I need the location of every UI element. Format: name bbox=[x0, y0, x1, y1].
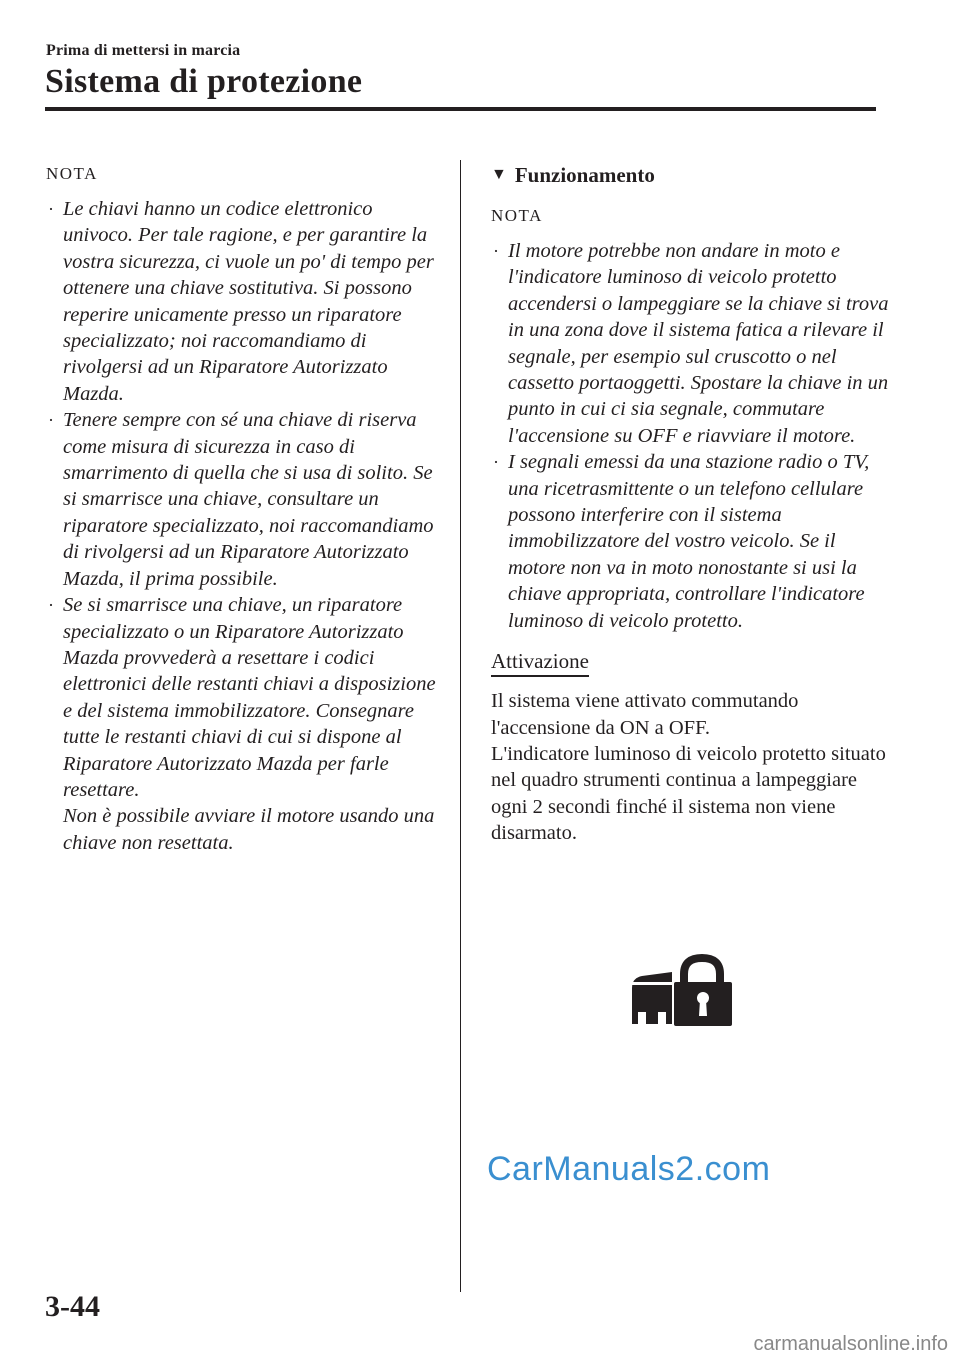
note-item bbox=[46, 592, 446, 856]
bullet-icon: · bbox=[48, 595, 54, 616]
bullet-icon: · bbox=[48, 410, 54, 431]
note-list bbox=[491, 238, 891, 634]
security-indicator-icon bbox=[628, 954, 734, 1028]
activation-paragraph: Il sistema viene attivato commutando l'accensione da ON a OFF. bbox=[491, 690, 799, 739]
note-paragraph: Non è possibile avviare il motore usando una chiave non resettata. bbox=[63, 805, 435, 854]
page-number: 3-44 bbox=[45, 1290, 100, 1323]
subheading-text: Funzionamento bbox=[514, 163, 655, 187]
bullet-icon: · bbox=[493, 241, 499, 261]
note-item bbox=[491, 449, 891, 634]
activation-heading: Attivazione bbox=[491, 648, 589, 677]
page-title: Sistema di protezione bbox=[45, 63, 363, 100]
bullet-icon: · bbox=[48, 199, 54, 219]
left-column bbox=[46, 164, 446, 856]
note-paragraph: Le chiavi hanno un codice elettronico univoco. Per tale ragione, e per garantire la vostra sicurezza, ci vuole un po' di tempo per ottenere una chiave sostitutiva. Si possono reperire unicamente presso un riparatore specializzato; noi raccomandiamo di rivolgersi ad un Riparatore Autorizzato Mazda. bbox=[63, 198, 434, 405]
subheading bbox=[491, 160, 891, 190]
right-column bbox=[491, 160, 891, 847]
note-item bbox=[46, 196, 446, 407]
triangle-down-icon: ▼ bbox=[491, 166, 507, 183]
note-paragraph: Tenere sempre con sé una chiave di riserva come misura di sicurezza in caso di smarrimento di quella che si usa di solito. Se si smarrisce una chiave, consultare un riparatore specializzato, noi raccomandiamo di rivolgersi ad un Riparatore Autorizzato Mazda, il prima possibile. bbox=[63, 409, 434, 590]
footer-url: carmanualsonline.info bbox=[753, 1333, 948, 1355]
note-label: NOTA bbox=[491, 206, 543, 225]
section-label: Prima di mettersi in marcia bbox=[46, 42, 241, 59]
note-item bbox=[46, 407, 446, 592]
activation-paragraph: L'indicatore luminoso di veicolo protetto situato nel quadro strumenti continua a lampeggiare ogni 2 secondi finché il sistema non viene disarmato. bbox=[491, 742, 886, 845]
note-paragraph: I segnali emessi da una stazione radio o TV, una ricetrasmittente o un telefono cellulare possono interferire con il sistema immobilizzatore del vostro veicolo. Se il motore non va in moto nonostante si usi la chiave appropriata, controllare l'indicatore luminoso di veicolo protetto. bbox=[508, 451, 870, 632]
column-divider bbox=[460, 160, 461, 1292]
note-item bbox=[491, 238, 891, 449]
note-paragraph: Se si smarrisce una chiave, un riparatore specializzato o un Riparatore Autorizzato Mazda provvederà a resettare i codici elettronici delle restanti chiavi a disposizione e del sistema immobilizzatore. Consegnare tutte le restanti chiavi di cui si dispone al Riparatore Autorizzato Mazda per farle resettare. bbox=[63, 594, 436, 801]
note-label: NOTA bbox=[46, 164, 98, 183]
note-paragraph: Il motore potrebbe non andare in moto e l'indicatore luminoso di veicolo protetto accendersi o lampeggiare se la chiave si trova in una zona dove il sistema fatica a rilevare il segnale, per esempio sul cruscotto o nel cassetto portaoggetti. Spostare la chiave in un punto in cui ci sia segnale, commutare l'accensione su OFF e riavviare il motore. bbox=[508, 240, 889, 447]
watermark-text: CarManuals2.com bbox=[487, 1150, 771, 1188]
title-rule bbox=[45, 107, 876, 111]
note-list bbox=[46, 196, 446, 856]
bullet-icon: · bbox=[493, 452, 499, 473]
